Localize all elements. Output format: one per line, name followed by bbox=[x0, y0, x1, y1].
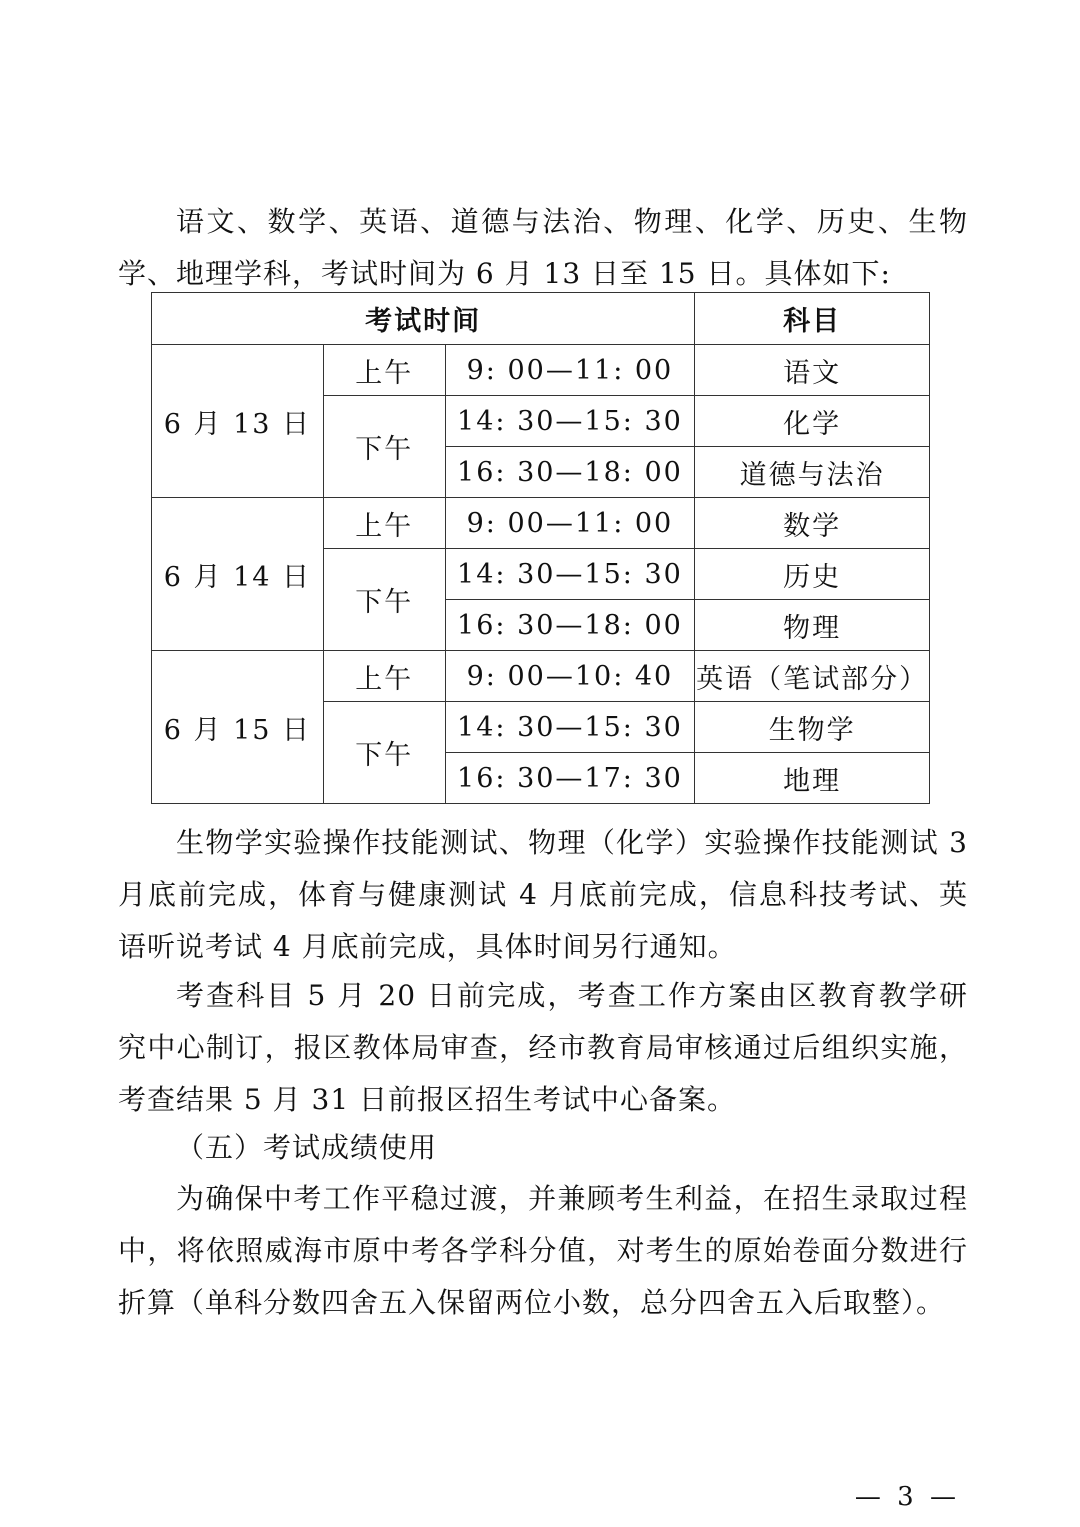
date-cell: 6 月 14 日 bbox=[152, 498, 324, 651]
section-heading: （五）考试成绩使用 bbox=[176, 1131, 438, 1164]
subject-cell: 道德与法治 bbox=[695, 447, 930, 498]
subject-cell: 语文 bbox=[695, 345, 930, 396]
period-cell: 上午 bbox=[323, 651, 445, 702]
experiment-test-paragraph: 生物学实验操作技能测试、物理（化学）实验操作技能测试 3 月底前完成，体育与健康测试 4 月底前完成，信息科技考试、英语听说考试 4 月底前完成，具体时间另行通知。 bbox=[118, 826, 968, 963]
period-cell: 下午 bbox=[323, 702, 445, 804]
subject-cell: 地理 bbox=[695, 753, 930, 804]
intro-paragraph: 语文、数学、英语、道德与法治、物理、化学、历史、生物学、地理学科，考试时间为 6 月 13 日至 15 日。具体如下: bbox=[118, 205, 968, 290]
subject-cell: 化学 bbox=[695, 396, 930, 447]
subject-cell: 物理 bbox=[695, 600, 930, 651]
assessment-paragraph: 考查科目 5 月 20 日前完成，考查工作方案由区教育教学研究中心制订，报区教体局审查，经市教育局审核通过后组织实施，考查结果 5 月 31 日前报区招生考试中心备案。 bbox=[118, 979, 968, 1116]
table-row bbox=[152, 498, 930, 549]
header-subject: 科目 bbox=[695, 293, 930, 345]
period-cell: 下午 bbox=[323, 549, 445, 651]
time-cell: 16: 30—18: 00 bbox=[445, 447, 695, 498]
header-exam-time: 考试时间 bbox=[152, 293, 695, 345]
period-cell: 上午 bbox=[323, 345, 445, 396]
table-row bbox=[152, 345, 930, 396]
subject-cell: 数学 bbox=[695, 498, 930, 549]
time-cell: 14: 30—15: 30 bbox=[445, 396, 695, 447]
subject-cell: 生物学 bbox=[695, 702, 930, 753]
time-cell: 16: 30—18: 00 bbox=[445, 600, 695, 651]
time-cell: 14: 30—15: 30 bbox=[445, 549, 695, 600]
date-cell: 6 月 13 日 bbox=[152, 345, 324, 498]
time-cell: 9: 00—11: 00 bbox=[445, 345, 695, 396]
table-header-row bbox=[152, 293, 930, 345]
time-cell: 16: 30—17: 30 bbox=[445, 753, 695, 804]
time-cell: 14: 30—15: 30 bbox=[445, 702, 695, 753]
score-usage-paragraph: 为确保中考工作平稳过渡，并兼顾考生利益，在招生录取过程中，将依照威海市原中考各学科分值，对考生的原始卷面分数进行折算（单科分数四舍五入保留两位小数，总分四舍五入后取整）。 bbox=[118, 1182, 968, 1319]
page-number: — 3 — bbox=[854, 1482, 960, 1512]
period-cell: 下午 bbox=[323, 396, 445, 498]
date-cell: 6 月 15 日 bbox=[152, 651, 324, 804]
period-cell: 上午 bbox=[323, 498, 445, 549]
time-cell: 9: 00—10: 40 bbox=[445, 651, 695, 702]
time-cell: 9: 00—11: 00 bbox=[445, 498, 695, 549]
exam-schedule-table bbox=[151, 292, 930, 804]
subject-cell: 英语（笔试部分） bbox=[695, 651, 930, 702]
table-row bbox=[152, 651, 930, 702]
subject-cell: 历史 bbox=[695, 549, 930, 600]
